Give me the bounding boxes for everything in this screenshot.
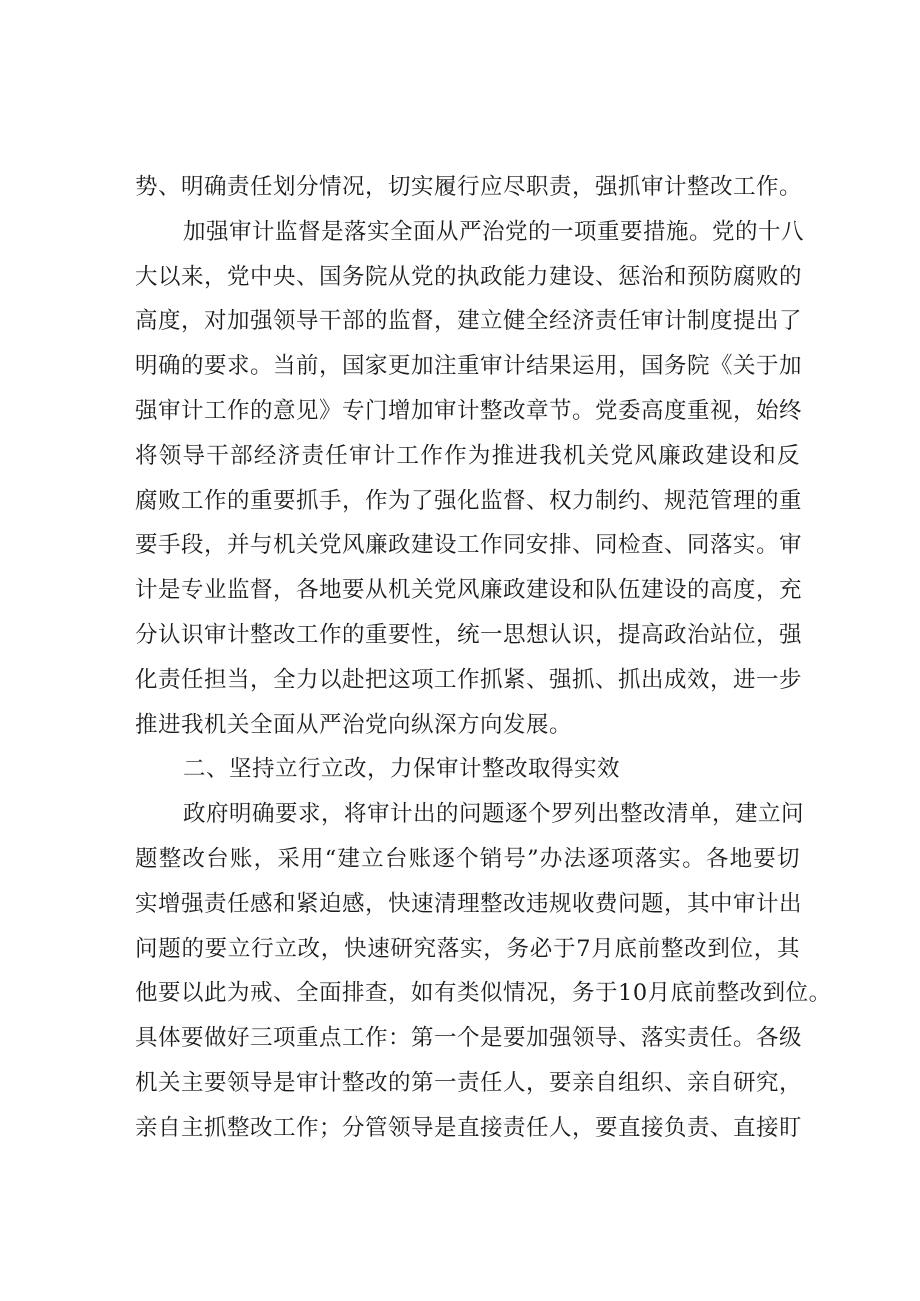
continuation-line: 势、明确责任划分情况，切实履行应尽职责，强抓审计整改工作。 (135, 174, 803, 200)
paragraph-line: 明确的要求。当前，国家更加注重审计结果运用，国务院《关于加 (135, 353, 803, 380)
paragraph-line: 分认识审计整改工作的重要性，统一思想认识，提高政治站位，强 (135, 621, 803, 648)
document-body (135, 165, 832, 1151)
paragraph-line: 加强审计监督是落实全面从严治党的一项重要措施。党的十八 (183, 218, 805, 245)
paragraph-line: 题整改台账，采用“建立台账逐个销号”办法逐项落实。各地要切 (135, 845, 800, 872)
paragraph-line: 实增强责任感和紧迫感，快速清理整改违规收费问题，其中审计出 (135, 890, 803, 917)
paragraph-line: 推进我机关全面从严治党向纵深方向发展。 (135, 711, 573, 738)
paragraph-line: 计是专业监督，各地要从机关党风廉政建设和队伍建设的高度，充 (135, 577, 803, 604)
paragraph-line: 腐败工作的重要抓手，作为了强化监督、权力制约、规范管理的重 (135, 487, 803, 514)
paragraph-line: 化责任担当，全力以赴把这项工作抓紧、强抓、抓出成效，进一步 (135, 666, 803, 693)
paragraph-line: 政府明确要求，将审计出的问题逐个罗列出整改清单，建立问 (183, 801, 805, 828)
paragraph-line: 大以来，党中央、国务院从党的执政能力建设、惩治和预防腐败的 (135, 263, 803, 290)
paragraph-line: 要手段，并与机关党风廉政建设工作同安排、同检查、同落实。审 (135, 532, 803, 559)
paragraph-line: 高度，对加强领导干部的监督，建立健全经济责任审计制度提出了 (135, 308, 803, 335)
paragraph-line: 强审计工作的意见》专门增加审计整改章节。党委高度重视，始终 (135, 397, 803, 424)
paragraph-line: 亲自主抓整改工作；分管领导是直接责任人，要直接负责、直接盯 (135, 1114, 803, 1141)
paragraph-line: 问题的要立行立改，快速研究落实，务必于7月底前整改到位，其 (135, 935, 800, 962)
paragraph-line: 机关主要领导是审计整改的第一责任人，要亲自组织、亲自研究， (135, 1069, 803, 1096)
paragraph-line: 他要以此为戒、全面排查，如有类似情况，务于10月底前整改到位。 (135, 980, 832, 1007)
paragraph-rectification (135, 792, 832, 1150)
paragraph-line: 具体要做好三项重点工作：第一个是要加强领导、落实责任。各级 (135, 1025, 803, 1052)
paragraph-line: 将领导干部经济责任审计工作作为推进我机关党风廉政建设和反 (135, 442, 800, 469)
section-heading: 二、坚持立行立改，力保审计整改取得实效 (183, 756, 621, 783)
paragraph-audit-supervision (135, 210, 805, 748)
